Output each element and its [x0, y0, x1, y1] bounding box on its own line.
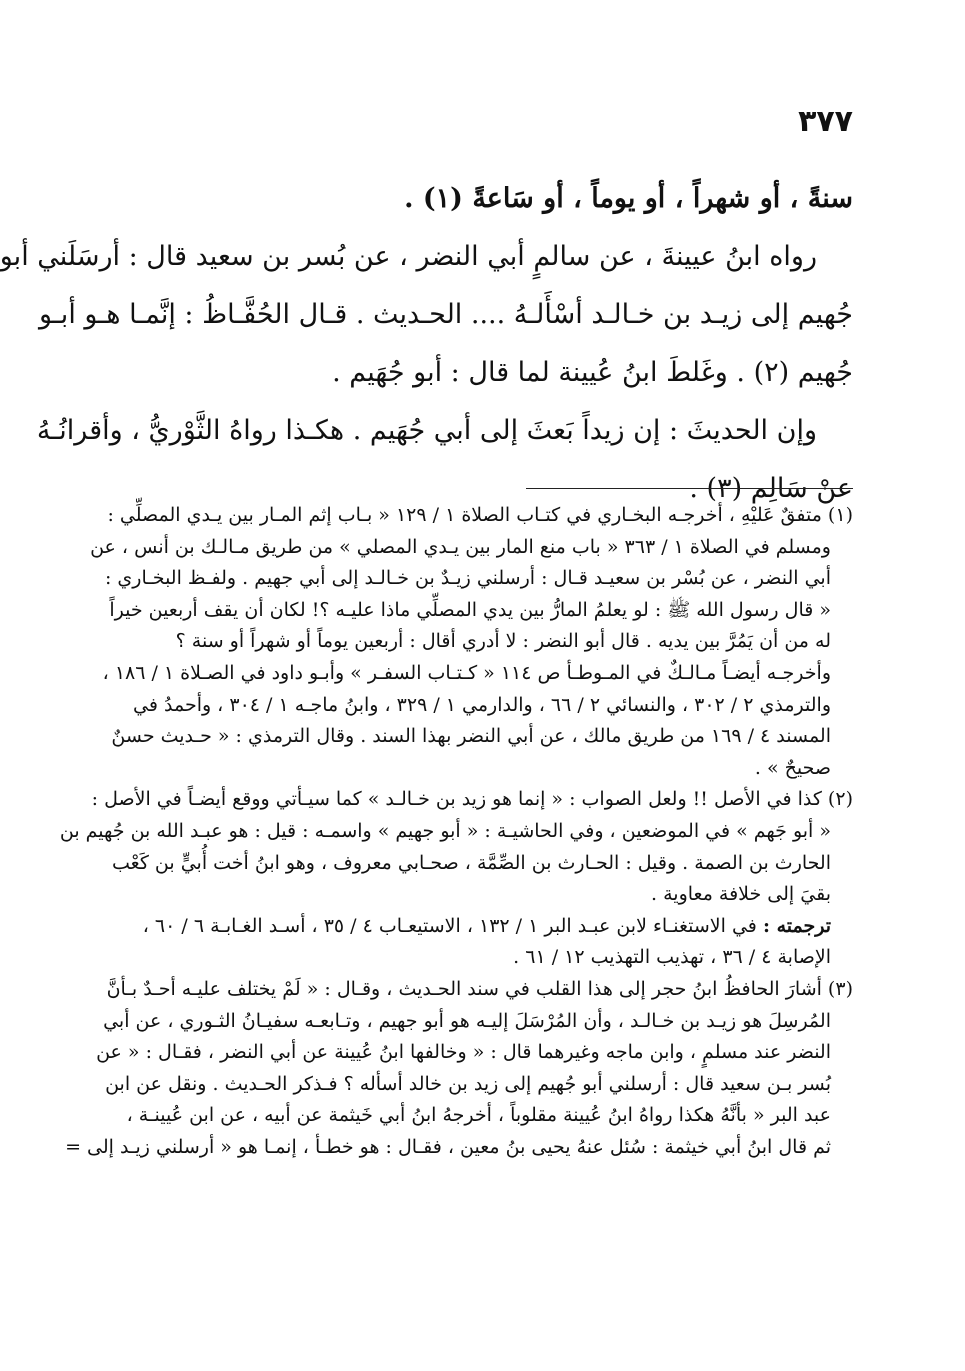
footnote-line: بقيَ إلى خلافة معاوية . — [651, 883, 831, 906]
footnote-line: (٣) أشارَ الحافظُ ابنُ حجر إلى هذا القلب في سند الحـديث ، وقـال : « لَمْ يختلف عليـه أحـدٌ بـأنَّ — [106, 977, 853, 1000]
footnote-1 — [90, 500, 853, 784]
main-line: عنْ سَالِم (٣) . — [689, 473, 853, 504]
footnote-line: بُسر بـن سعيد قال : أرسلني أبو جُهيم إلى زيد بن خالد أسأله ؟ فـذكر الحـديث . ونقل عن ابن — [105, 1072, 831, 1095]
footnote-line: « أبو جَهم » في الموضعين ، وفي الحاشيـة : « أبو جهيم » واسمـه : قيل : هو عبـد الله بن جُهيم بن — [59, 819, 831, 842]
main-line: سنةً ، أو شهراً ، أو يوماً ، أو سَاعةً (١) . — [404, 183, 853, 214]
footnote-line: عبد البر « بأنَّهُ هكذا رواهُ ابنُ عُيينة مقلوباً ، أخرجهُ ابنُ أبي خَيثمة عن أبيه ، عن ابن عُيينـة ، — [126, 1104, 831, 1127]
main-line: وإن الحديثَ : إن زيداً بَعثَ إلى أبي جُهَيم . هكـذا رواهُ الثَّوْريُّ ، وأقرانُـهُ — [36, 415, 817, 446]
main-line: جُهيم (٢) . وغَلطَ ابنُ عُيينة لما قال : أبو جُهَيم . — [332, 357, 853, 388]
footnote-separator — [526, 488, 853, 489]
footnote-line: والترمذي ٢ / ٣٠٢ ، والنسائي ٢ / ٦٦ ، والدارمي ١ / ٣٢٩ ، وابنُ ماجـه ١ / ٣٠٤ ، وأحمدُ في — [133, 693, 831, 716]
main-line: رواه ابنُ عيينةَ ، عن سالمٍ أبي النضر ، عن بُسر بن سعيد قال : أرسَلَني أبو — [0, 241, 817, 272]
footnote-line: أبي النضر ، عن بُسْر بن سعيـد قـال : أرسلني زيـدٌ بن خـالـد إلى أبي جهيم . ولفـظ البخـاري : — [104, 567, 831, 590]
footnote-line: النضر عند مسلمٍ ، وابن ماجه وغيرهما قال : « وخالفها ابنُ عُيينة عن أبي النضر ، فقـال : « عن — [96, 1041, 831, 1064]
footnote-line: ثم قال ابنُ أبي خيثمة : سُئل عنهُ يحيى بنُ معين ، فقـال : هو خطـأ ، إنمـا هو « أرسلني زيـد إلى = — [65, 1135, 831, 1158]
footnote-3 — [65, 974, 853, 1164]
page-number: ٣٧٧ — [798, 104, 853, 139]
footnote-line: صحيحٌ » . — [754, 756, 831, 779]
footnote-line: الإصابة ٤ / ٣٦ ، تهذيب التهذيب ١٢ / ٦١ . — [513, 946, 831, 969]
footnote-line — [142, 911, 853, 943]
footnote-line: « قال رسول الله ﷺ : لو يعلمُ المارُّ بين يدي المصلِّي ماذا عليـه ؟! لكان أن يقف أربعين خيراً — [109, 598, 831, 621]
footnote-biography — [142, 911, 853, 974]
footnote-2 — [59, 784, 853, 910]
footnote-line: ومسلم في الصلاة ١ / ٣٦٣ « باب منع المار بين يـدي المصلي » من طريق مـالـك بن أنس ، عن — [90, 535, 831, 558]
footnotes-block — [59, 500, 853, 1163]
biography-label: ترجمته : — [762, 914, 831, 937]
main-line: جُهيم إلى زيـد بن خـالـد أسْأَلـهُ .... الحـديث . قـال الحُفَّـاظُ : إنَّمـا هـو أبـو — [38, 299, 853, 330]
footnote-line: له من أن يَمُرَّ بين يديه . قال أبو النضر : لا أدري أقال : أربعين يوماً أو شهراً أو سنة ؟ — [175, 630, 831, 653]
footnote-line: (١) متفقٌ عَليْهِ ، أخرجـه البخـاري في كتـاب الصلاة ١ / ١٢٩ « بـاب إثم المـار بين يـدي المصلِّي : — [107, 504, 853, 526]
footnote-line: المُرسِلَ هو زيـد بن خـالـد ، وأن المُرْسَلَ إليـه هو أبو جهيم ، وتـابعـه سفيـانُ الثـوري ، عن أبي — [103, 1009, 831, 1032]
footnote-line: (٢) كذا في الأصل !! ولعل الصواب : « إنما هو زيد بن خـالـد » كما سيـأتي ووقع أيضـاً في الأصل : — [91, 788, 853, 811]
footnote-line: الحارث بن الصمة . وقيل : الحـارث بن الصِّمَّة ، صحـابي معروف ، وهو ابنُ أخت أُبيٍّ بن كَعْب — [112, 851, 831, 874]
footnote-line: وأخرجـه أيضـاً مـالـكٌ في المـوطـأ ص ١١٤ « كـتـاب السفـر » وأبـو داود في الصـلاة ١ / ١٨٦ ، — [102, 661, 831, 684]
footnote-line: المسند ٤ / ١٦٩ من طريق مالك ، عن أبي النضر بهذا السند . وقال الترمذي : « حـديث حسنٌ — [111, 725, 831, 748]
main-text-block — [0, 170, 853, 518]
biography-text: في الاستغنـاء لابن عبـد البر ١ / ١٣٢ ، الاستيعـاب ٤ / ٣٥ ، أسـد الغـابـة ٦ / ٦٠ ، — [142, 914, 757, 937]
